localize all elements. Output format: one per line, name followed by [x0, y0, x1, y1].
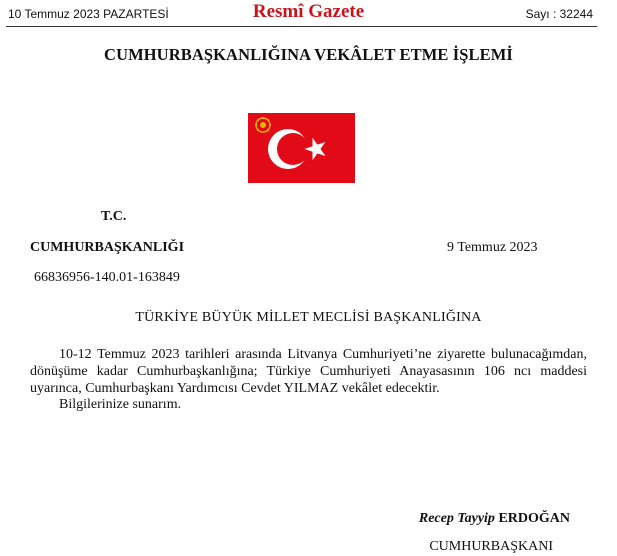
recipient-line: TÜRKİYE BÜYÜK MİLLET MECLİSİ BAŞKANLIĞINA	[135, 310, 482, 325]
issue-number: Sayı : 32244	[525, 7, 593, 21]
body-paragraph: 10-12 Temmuz 2023 tarihleri arasında Litvanya Cumhuriyeti’ne ziyarette bulunacağımdan, dönüşüme kadar Cumhurbaşkanlığına; Türkiye Cumhuriyeti Anayasasının 106 ncı maddesi uyarınca, Cumhurbaşkanı Yardımcısı Cevdet YILMAZ vekâlet edecektir.	[30, 347, 587, 396]
header-date: 10 Temmuz 2023 PAZARTESİ	[8, 7, 169, 21]
republic-abbreviation: T.C.	[101, 209, 127, 224]
issuing-authority: CUMHURBAŞKANLIĞI	[30, 240, 185, 255]
gazette-header	[0, 0, 617, 28]
header-divider	[6, 26, 597, 27]
document-date: 9 Temmuz 2023	[447, 240, 538, 255]
signer-title: CUMHURBAŞKANI	[429, 539, 553, 554]
signer-name	[419, 511, 570, 527]
reference-number: 66836956-140.01-163849	[34, 270, 180, 285]
signer-surname: ERDOĞAN	[498, 511, 570, 526]
signer-given-name: Recep Tayyip	[418, 511, 495, 526]
flag-emblem-icon	[248, 113, 355, 183]
newspaper-masthead: Resmî Gazete	[252, 1, 365, 22]
closing-line: Bilgilerinize sunarım.	[59, 397, 182, 412]
document-title: CUMHURBAŞKANLIĞINA VEKÂLET ETME İŞLEMİ	[104, 45, 513, 64]
document-body	[30, 346, 587, 397]
